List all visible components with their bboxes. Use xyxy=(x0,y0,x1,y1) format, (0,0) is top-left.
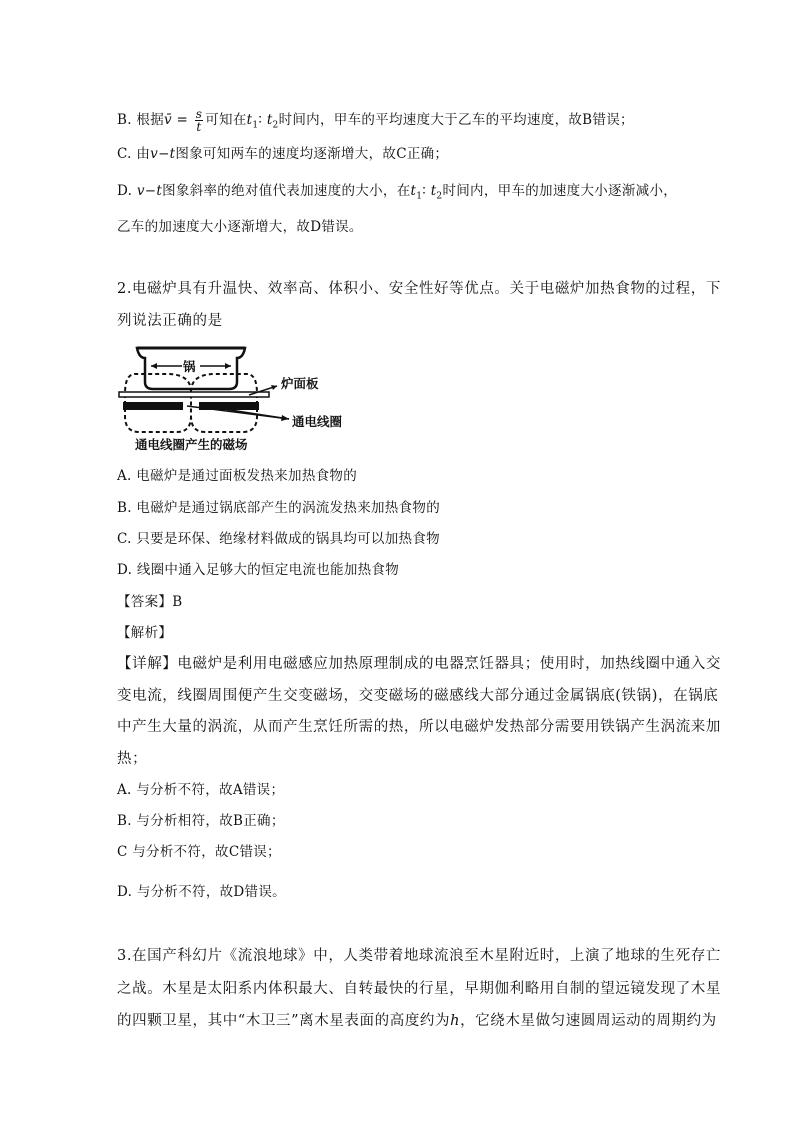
q2-detail-line-4: 热； xyxy=(117,751,148,767)
coil-label: 通电线圈 xyxy=(292,414,343,429)
q3-line-1: 3.在国产科幻片《流浪地球》中，人类带着地球流浪至木星附近时，上演了地球的生死存亡 xyxy=(117,948,721,964)
panel-label: 炉面板 xyxy=(281,376,319,391)
text: ，它绕木星做匀速圆周运动的周期约为 xyxy=(460,1013,717,1029)
vt-symbol: v−t xyxy=(136,183,163,199)
q2-judgement-d: D. 与分析不符，故D错误。 xyxy=(117,884,286,900)
q3-line-2: 之战。木星是太阳系内体积最大、自转最快的行星，早期伽利略用自制的望远镜发现了木星 xyxy=(117,981,721,997)
q2-judgement-c: C 与分析不符，故C错误； xyxy=(117,844,281,860)
height-symbol: h xyxy=(450,1013,461,1029)
time-symbol: t xyxy=(246,112,253,128)
text: 的四颗卫星，其中“木卫三”离木星表面的高度约为 xyxy=(117,1013,451,1029)
time-symbol: t xyxy=(430,183,437,199)
q3-line-3 xyxy=(117,1012,717,1030)
induction-cooker-figure xyxy=(117,344,347,454)
pot-arrow-head-right xyxy=(225,363,231,369)
cooktop-panel xyxy=(119,392,269,397)
text: 时间内，甲车的加速度大小逐渐减小， xyxy=(442,183,678,199)
subscript: 1 xyxy=(416,191,423,202)
colon: ∶ xyxy=(422,183,427,199)
q2-stem-line-1: 2.电磁炉具有升温快、效率高、体积小、安全性好等优点。关于电磁炉加热食物的过程，下 xyxy=(117,281,721,297)
q2-answer: 【答案】B xyxy=(117,594,183,610)
text: 时间内，甲车的平均速度大于乙车的平均速度，故B错误； xyxy=(278,112,634,128)
vt-symbol: v−t xyxy=(150,146,176,162)
q2-judgement-a: A. 与分析不符，故A错误； xyxy=(117,782,285,798)
fraction-denominator: t xyxy=(196,120,202,134)
q2-option-c: C. 只要是环保、绝缘材料做成的锅具均可以加热食物 xyxy=(117,531,440,547)
q2-judgement-b: B. 与分析相符，故B正确； xyxy=(117,813,285,829)
q2-detail-line-1: 【详解】电磁炉是利用电磁感应加热原理制成的电器烹饪器具；使用时，加热线圈中通入交 xyxy=(117,656,721,672)
subscript: 2 xyxy=(272,120,279,131)
text: 图象斜率的绝对值代表加速度的大小，在 xyxy=(162,183,411,199)
q2-stem-line-2: 列说法正确的是 xyxy=(117,313,223,329)
text: 图象可知两车的速度均逐渐增大，故C正确； xyxy=(175,146,449,162)
pot-arrow-head-left xyxy=(151,363,157,369)
prev-option-c xyxy=(117,145,448,163)
text: 可知在 xyxy=(205,112,247,128)
time-symbol: t xyxy=(266,112,273,128)
q2-detail-line-2: 变电流，线圈周围便产生交变磁场，交变磁场的磁感线大部分通过金属锅底(铁锅)，在锅底 xyxy=(117,688,719,704)
prev-option-d-continued: 乙车的加速度大小逐渐增大，故D错误。 xyxy=(117,219,363,235)
coil-left xyxy=(123,402,183,410)
fraction-numerator: s xyxy=(195,107,203,121)
time-symbol: t xyxy=(410,183,417,199)
q2-option-d: D. 线圈中通入足够大的恒定电流也能加热食物 xyxy=(117,562,400,578)
equals-sign: = xyxy=(171,112,193,128)
figure-caption: 通电线圈产生的磁场 xyxy=(135,437,248,452)
q2-option-b: B. 电磁炉是通过锅底部产生的涡流发热来加热食物的 xyxy=(117,500,441,516)
q2-option-a: A. 电磁炉是通过面板发热来加热食物的 xyxy=(117,468,358,484)
text: D. xyxy=(117,183,137,199)
fraction-s-over-t xyxy=(195,108,203,133)
q2-analysis-title: 【解析】 xyxy=(117,625,173,641)
subscript: 2 xyxy=(436,191,443,202)
subscript: 1 xyxy=(252,120,259,131)
colon: ∶ xyxy=(258,112,263,128)
text: B. 根据 xyxy=(117,112,165,128)
q2-detail-line-3: 中产生大量的涡流，从而产生烹饪所需的热，所以电磁炉发热部分需要用铁锅产生涡流来加 xyxy=(117,719,721,735)
pot-label: 锅 xyxy=(183,359,196,374)
prev-option-b xyxy=(117,108,634,135)
average-velocity-symbol: v̄ xyxy=(164,112,172,128)
prev-option-d xyxy=(117,182,677,206)
text: C. 由 xyxy=(117,146,151,162)
